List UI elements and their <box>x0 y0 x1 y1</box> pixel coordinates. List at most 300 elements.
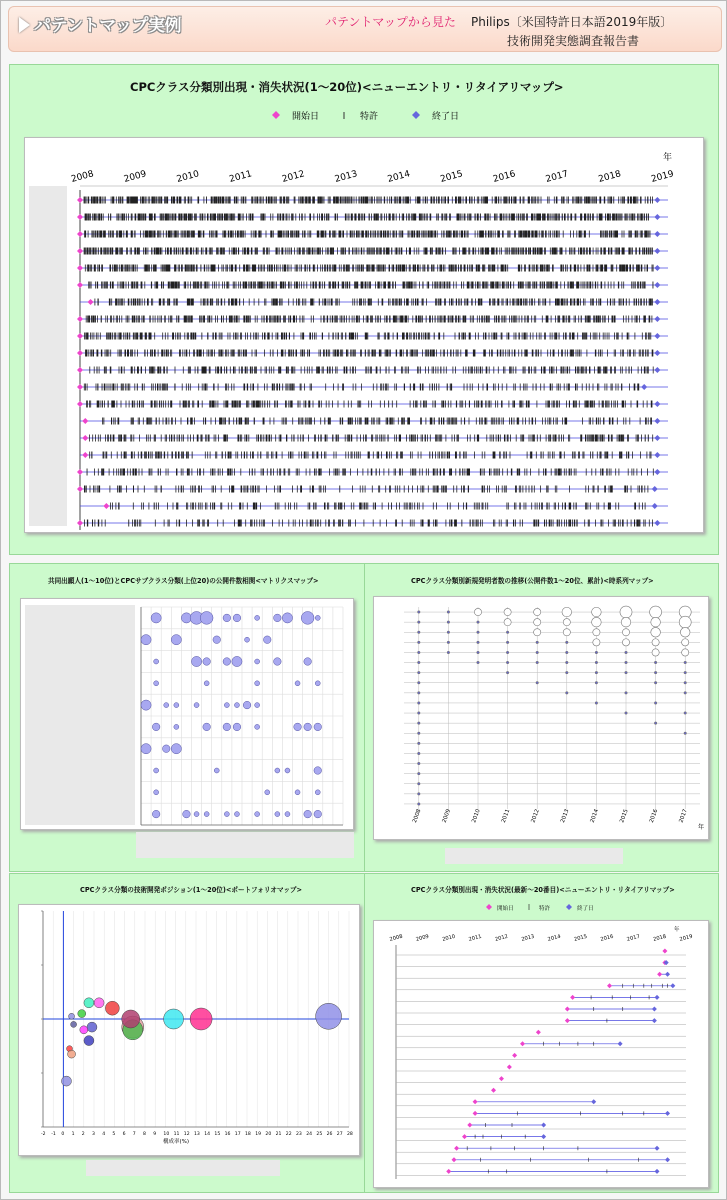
header-subtitle-report: 技術開発実態調査報告書 <box>507 34 640 48</box>
panel-timeseries-chart <box>373 596 709 840</box>
timeseries-year-label: 2017 <box>678 808 689 824</box>
portfolio-bubble <box>69 1013 75 1019</box>
newentry-start-marker <box>536 1030 541 1035</box>
portfolio-x-tick-label: 11 <box>173 1132 180 1137</box>
newentry-start-marker <box>467 1123 472 1128</box>
matrix-bubble <box>274 658 282 666</box>
main-start-marker <box>77 486 83 492</box>
timeseries-circle <box>418 742 420 744</box>
matrix-bubble <box>141 744 151 754</box>
newentry-end-marker <box>665 1111 670 1116</box>
page-header <box>8 6 722 52</box>
main-timeline-row <box>77 469 668 476</box>
main-timeline-row <box>77 231 668 238</box>
newentry-end-marker <box>652 1007 657 1012</box>
main-end-marker <box>654 435 660 441</box>
portfolio-x-axis-label: 構成率(%) <box>163 1139 190 1145</box>
newentry-year-tick-label: 2019 <box>678 933 694 943</box>
timeseries-circle <box>418 772 420 774</box>
main-year-tick-label: 2018 <box>597 169 623 185</box>
main-start-marker <box>82 435 88 441</box>
main-end-marker <box>654 282 660 288</box>
matrix-bubble <box>265 790 270 795</box>
matrix-bubble <box>304 723 312 731</box>
newentry-end-marker <box>665 972 670 977</box>
panel-newentry-chart <box>373 920 709 1188</box>
portfolio-x-tick-label: 27 <box>336 1132 343 1137</box>
main-end-marker <box>654 367 660 373</box>
portfolio-x-tick-label: 17 <box>234 1132 241 1137</box>
main-timeline-row <box>77 333 668 340</box>
matrix-svg <box>21 599 353 829</box>
timeseries-circle <box>654 682 656 684</box>
main-year-tick-label: 2013 <box>333 169 359 185</box>
timeseries-circle <box>622 629 629 636</box>
main-start-marker <box>77 520 83 526</box>
timeseries-circle <box>654 661 656 663</box>
matrix-bubble <box>315 790 320 795</box>
main-start-marker <box>77 265 83 271</box>
matrix-column-label-area <box>136 832 354 858</box>
panel-newentry-title: CPCクラス分類別出現・消失状況(最新～20番目)<ニューエントリ・リタイアリマップ> <box>411 886 675 894</box>
newentry-row <box>396 1157 686 1164</box>
newentry-row <box>396 995 686 1002</box>
page-title-text: パテントマップ実例 <box>34 16 181 36</box>
timeseries-circle <box>651 617 661 627</box>
timeseries-circle <box>506 631 508 633</box>
matrix-bubble <box>213 636 221 644</box>
main-start-marker <box>77 197 83 203</box>
newentry-row <box>396 1111 686 1118</box>
timeseries-year-label: 2011 <box>500 808 512 824</box>
matrix-bubble <box>164 703 169 708</box>
newentry-legend-end-icon <box>566 904 572 910</box>
main-year-unit-label: 年 <box>663 153 673 163</box>
matrix-bubble <box>234 812 239 817</box>
matrix-bubble <box>233 614 241 622</box>
timeseries-circle <box>418 692 420 694</box>
portfolio-bubble <box>190 1008 212 1030</box>
matrix-bubble <box>183 810 191 818</box>
main-timeline-svg <box>25 138 703 532</box>
portfolio-bubble <box>78 1010 86 1018</box>
newentry-year-tick-label: 2015 <box>573 933 588 943</box>
newentry-start-marker <box>565 1007 570 1012</box>
portfolio-x-tick-label: 15 <box>214 1132 221 1137</box>
newentry-end-marker <box>670 983 675 988</box>
portfolio-bubble <box>68 1050 76 1058</box>
timeseries-circle <box>622 639 629 646</box>
newentry-start-marker <box>452 1157 457 1162</box>
timeseries-circle <box>682 639 689 646</box>
timeseries-circle <box>566 651 568 653</box>
newentry-row <box>396 949 686 956</box>
timeseries-circle <box>534 619 541 626</box>
matrix-bubble <box>141 700 151 710</box>
matrix-bubble <box>214 768 219 773</box>
matrix-bubble <box>141 635 151 645</box>
newentry-legend-start-icon <box>486 904 492 910</box>
main-year-tick-label: 2019 <box>650 169 675 185</box>
legend-patent-label: 特許 <box>360 112 379 122</box>
main-end-marker <box>654 452 660 458</box>
timeseries-circle <box>418 793 420 795</box>
timeseries-circle <box>477 651 479 653</box>
main-year-tick-label: 2011 <box>228 169 254 185</box>
timeseries-circle <box>684 732 686 734</box>
main-year-tick-label: 2016 <box>492 169 517 185</box>
timeseries-circle <box>506 671 508 673</box>
timeseries-circle <box>506 651 508 653</box>
matrix-bubble <box>200 612 213 625</box>
timeseries-circle <box>566 692 568 694</box>
main-timeline-row <box>77 384 668 391</box>
newentry-start-marker <box>454 1146 459 1151</box>
matrix-bubble <box>171 635 181 645</box>
portfolio-x-tick-label: 2 <box>81 1132 85 1137</box>
main-timeline-row <box>80 435 668 442</box>
main-end-marker <box>654 248 660 254</box>
portfolio-x-tick-label: 28 <box>347 1132 353 1137</box>
portfolio-bubble <box>61 1076 71 1086</box>
main-year-tick-label: 2009 <box>122 169 148 185</box>
matrix-bubble <box>152 810 160 818</box>
portfolio-bubble <box>105 1001 119 1015</box>
timeseries-circle <box>418 712 420 714</box>
timeseries-circle <box>684 671 686 673</box>
timeseries-circle <box>474 608 481 615</box>
main-timeline-row <box>80 418 668 425</box>
matrix-bubble <box>224 703 229 708</box>
timeseries-svg <box>374 597 708 839</box>
main-end-marker <box>654 333 660 339</box>
panel-matrix <box>9 563 365 872</box>
header-subtitle-red: パテントマップから見た <box>325 15 456 29</box>
matrix-bubble <box>154 768 159 773</box>
portfolio-x-tick-label: 24 <box>306 1132 313 1137</box>
main-patent-ticks <box>89 282 653 289</box>
main-timeline-row <box>77 282 668 289</box>
timeseries-year-unit: 年 <box>698 824 705 831</box>
newentry-end-marker <box>665 1157 670 1162</box>
newentry-end-marker <box>655 1169 660 1174</box>
newentry-year-tick-label: 2008 <box>388 933 404 943</box>
main-year-tick-label: 2014 <box>386 169 412 185</box>
matrix-bubble <box>295 681 300 686</box>
play-arrow-icon <box>19 17 30 33</box>
matrix-bubble <box>315 681 320 686</box>
portfolio-x-tick-label: 5 <box>112 1132 116 1137</box>
timeseries-circle <box>566 671 568 673</box>
panel-matrix-chart <box>20 598 354 830</box>
main-timeline-row <box>77 265 668 272</box>
timeseries-circle <box>536 641 538 643</box>
newentry-end-marker <box>541 1123 546 1128</box>
newentry-year-tick-label: 2012 <box>494 933 509 943</box>
timeseries-circle <box>621 617 631 627</box>
matrix-bubble <box>234 703 239 708</box>
portfolio-x-tick-label: 8 <box>143 1132 146 1137</box>
matrix-bubble <box>194 703 199 708</box>
matrix-bubble <box>263 636 271 644</box>
newentry-year-tick-label: 2016 <box>599 933 615 943</box>
matrix-bubble <box>255 615 260 620</box>
timeseries-circle <box>562 607 572 617</box>
timeseries-circle <box>595 661 597 663</box>
main-year-tick-label: 2015 <box>439 169 464 185</box>
newentry-row <box>396 1053 686 1060</box>
timeseries-circle <box>418 661 420 663</box>
matrix-bubble <box>315 615 320 620</box>
timeseries-circle <box>536 661 538 663</box>
matrix-bubble <box>151 613 161 623</box>
portfolio-x-tick-label: 21 <box>275 1132 282 1137</box>
portfolio-x-tick-label: 4 <box>102 1132 106 1137</box>
main-start-marker <box>77 316 83 322</box>
matrix-bubble <box>314 767 322 775</box>
portfolio-x-tick-label: 20 <box>265 1132 272 1137</box>
main-timeline-row <box>77 350 668 357</box>
timeseries-circle <box>534 629 541 636</box>
main-start-marker <box>77 248 83 254</box>
main-start-marker <box>77 384 83 390</box>
panel-main <box>9 64 719 555</box>
newentry-end-marker <box>618 1041 623 1046</box>
main-start-marker <box>77 401 83 407</box>
matrix-bubble <box>203 723 211 731</box>
timeseries-circle <box>504 619 511 626</box>
main-year-tick-label: 2010 <box>175 169 201 185</box>
timeseries-circle <box>625 712 627 714</box>
newentry-start-marker <box>520 1041 525 1046</box>
newentry-end-marker <box>541 1134 546 1139</box>
newentry-row <box>396 1099 686 1106</box>
timeseries-circle <box>447 611 449 613</box>
main-timeline-row <box>80 299 668 306</box>
newentry-start-marker <box>462 1134 467 1139</box>
panel-timeseries-title: CPCクラス分類別新規発明者数の推移(公開件数1～20位、累計)<時系列マップ> <box>411 577 654 585</box>
matrix-bubble <box>223 658 231 666</box>
main-timeline-row <box>77 197 668 204</box>
newentry-start-marker <box>607 983 612 988</box>
timeseries-circle <box>418 682 420 684</box>
newentry-start-marker <box>662 949 667 954</box>
newentry-row <box>396 972 686 979</box>
page-title <box>19 11 181 36</box>
matrix-bubble <box>204 812 209 817</box>
newentry-start-marker <box>570 995 575 1000</box>
newentry-year-tick-label: 2010 <box>441 933 456 943</box>
main-end-marker <box>652 503 658 509</box>
portfolio-x-tick-label: 22 <box>285 1132 292 1137</box>
newentry-row <box>396 1076 686 1083</box>
main-end-marker <box>641 384 647 390</box>
main-timeline-row <box>80 452 668 459</box>
timeseries-circle <box>418 752 420 754</box>
timeseries-circle <box>593 639 600 646</box>
newentry-end-marker <box>591 1099 596 1104</box>
matrix-bubble <box>223 723 231 731</box>
newentry-row <box>396 1065 686 1072</box>
timeseries-circle <box>504 608 511 615</box>
panel-newentry <box>364 873 719 1193</box>
timeseries-circle <box>654 702 656 704</box>
timeseries-circle <box>684 692 686 694</box>
matrix-bubble <box>191 656 201 666</box>
matrix-bubble <box>245 637 250 642</box>
panel-main-legend <box>270 107 490 123</box>
matrix-bubble <box>275 812 280 817</box>
matrix-bubble <box>282 613 292 623</box>
timeseries-circle <box>534 608 541 615</box>
matrix-bubble <box>285 812 290 817</box>
main-year-tick-label: 2008 <box>70 169 95 185</box>
timeseries-circle <box>418 651 420 653</box>
main-end-marker <box>652 486 658 492</box>
newentry-end-marker <box>655 1146 660 1151</box>
panel-main-title: CPCクラス分類別出現・消失状況(1～20位)<ニューエントリ・リタイアリマップ> <box>130 80 564 94</box>
matrix-bubble <box>203 658 211 666</box>
matrix-bubble <box>154 659 159 664</box>
timeseries-circle <box>536 682 538 684</box>
matrix-bubble <box>301 612 314 625</box>
timeseries-circle <box>418 621 420 623</box>
newentry-year-tick-label: 2009 <box>415 933 430 943</box>
main-timeline-row <box>77 214 668 221</box>
matrix-bubble <box>162 745 170 753</box>
main-start-marker <box>77 214 83 220</box>
timeseries-label-area <box>445 848 623 864</box>
portfolio-x-tick-label: 6 <box>122 1132 126 1137</box>
matrix-bubble <box>174 703 179 708</box>
portfolio-x-tick-label: 23 <box>296 1132 302 1137</box>
main-start-marker <box>77 231 83 237</box>
main-start-marker <box>77 350 83 356</box>
newentry-row <box>396 1123 686 1130</box>
newentry-year-tick-label: 2018 <box>652 933 667 943</box>
newentry-start-marker <box>657 972 662 977</box>
portfolio-bubble <box>71 1021 77 1027</box>
main-timeline-row <box>77 401 668 408</box>
newentry-svg <box>374 921 708 1187</box>
timeseries-year-label: 2014 <box>589 808 601 824</box>
main-end-marker <box>654 299 660 305</box>
main-start-marker <box>82 418 88 424</box>
portfolio-label-area <box>86 1160 280 1176</box>
portfolio-bubble <box>122 1010 140 1028</box>
portfolio-x-tick-label: 14 <box>204 1132 211 1137</box>
timeseries-year-label: 2016 <box>648 808 660 824</box>
main-end-marker <box>654 469 660 475</box>
newentry-row <box>396 1007 686 1014</box>
legend-start-icon <box>272 111 280 119</box>
newentry-end-marker <box>655 995 660 1000</box>
timeseries-circle <box>682 649 689 656</box>
portfolio-x-tick-label: 3 <box>92 1132 95 1137</box>
portfolio-x-tick-label: 7 <box>132 1132 136 1137</box>
timeseries-circle <box>418 702 420 704</box>
main-end-marker <box>654 265 660 271</box>
main-timeline-row <box>80 503 668 510</box>
matrix-bubble <box>255 724 260 729</box>
timeseries-circle <box>595 651 597 653</box>
panel-timeseries <box>364 563 719 872</box>
matrix-bubble <box>304 810 312 818</box>
main-end-marker <box>654 197 660 203</box>
main-end-marker <box>654 316 660 322</box>
legend-start-label: 開始日 <box>292 112 320 122</box>
main-start-marker <box>77 469 83 475</box>
matrix-bubble <box>275 768 280 773</box>
newentry-row <box>396 960 686 967</box>
timeseries-circle <box>418 732 420 734</box>
newentry-legend-patent-label: 特許 <box>539 906 551 912</box>
portfolio-x-tick-label: 18 <box>245 1132 251 1137</box>
portfolio-x-tick-label: 13 <box>194 1132 200 1137</box>
timeseries-year-label: 2015 <box>619 808 630 824</box>
timeseries-circle <box>654 671 656 673</box>
main-timeline-row <box>77 520 668 527</box>
timeseries-circle <box>620 606 632 618</box>
matrix-bubble <box>255 681 260 686</box>
portfolio-bubble <box>164 1009 184 1029</box>
portfolio-x-tick-label: 10 <box>163 1132 170 1137</box>
timeseries-circle <box>506 641 508 643</box>
timeseries-circle <box>595 682 597 684</box>
newentry-start-marker <box>507 1065 512 1070</box>
portfolio-bubble <box>316 1003 342 1029</box>
main-year-tick-label: 2017 <box>544 169 570 185</box>
timeseries-circle <box>447 621 449 623</box>
main-end-marker <box>654 401 660 407</box>
timeseries-circle <box>418 803 420 805</box>
portfolio-x-tick-label: 19 <box>255 1132 262 1137</box>
timeseries-year-label: 2012 <box>530 808 541 824</box>
timeseries-circle <box>652 649 659 656</box>
portfolio-bubble <box>84 1036 94 1046</box>
panel-matrix-title: 共同出願人(1～10位)とCPCサブクラス分類(上位20)の公開件数相関<マトリクスマップ> <box>48 577 319 585</box>
main-end-marker <box>654 231 660 237</box>
matrix-bubble <box>154 681 159 686</box>
timeseries-circle <box>563 629 570 636</box>
main-timeline-row <box>77 316 668 323</box>
newentry-year-unit: 年 <box>674 927 680 933</box>
panel-newentry-legend <box>485 901 615 913</box>
newentry-legend-end-label: 終了日 <box>577 906 594 912</box>
newentry-row <box>396 1134 686 1141</box>
timeseries-circle <box>595 671 597 673</box>
main-end-marker <box>654 520 660 526</box>
timeseries-circle <box>418 783 420 785</box>
timeseries-circle <box>625 692 627 694</box>
timeseries-year-label: 2010 <box>471 808 482 824</box>
timeseries-circle <box>592 617 602 627</box>
timeseries-circle <box>566 661 568 663</box>
timeseries-year-label: 2009 <box>441 808 453 824</box>
matrix-bubble <box>255 659 260 664</box>
newentry-row <box>396 1169 686 1176</box>
portfolio-bubble <box>84 998 94 1008</box>
panel-portfolio-chart <box>18 904 360 1156</box>
main-timeline-row <box>77 486 668 493</box>
timeseries-circle <box>595 702 597 704</box>
legend-end-label: 終了日 <box>432 112 460 122</box>
timeseries-circle <box>654 722 656 724</box>
timeseries-circle <box>447 631 449 633</box>
main-end-marker <box>654 418 660 424</box>
portfolio-x-tick-label: -1 <box>51 1132 56 1137</box>
newentry-legend-start-label: 開始日 <box>497 906 514 912</box>
